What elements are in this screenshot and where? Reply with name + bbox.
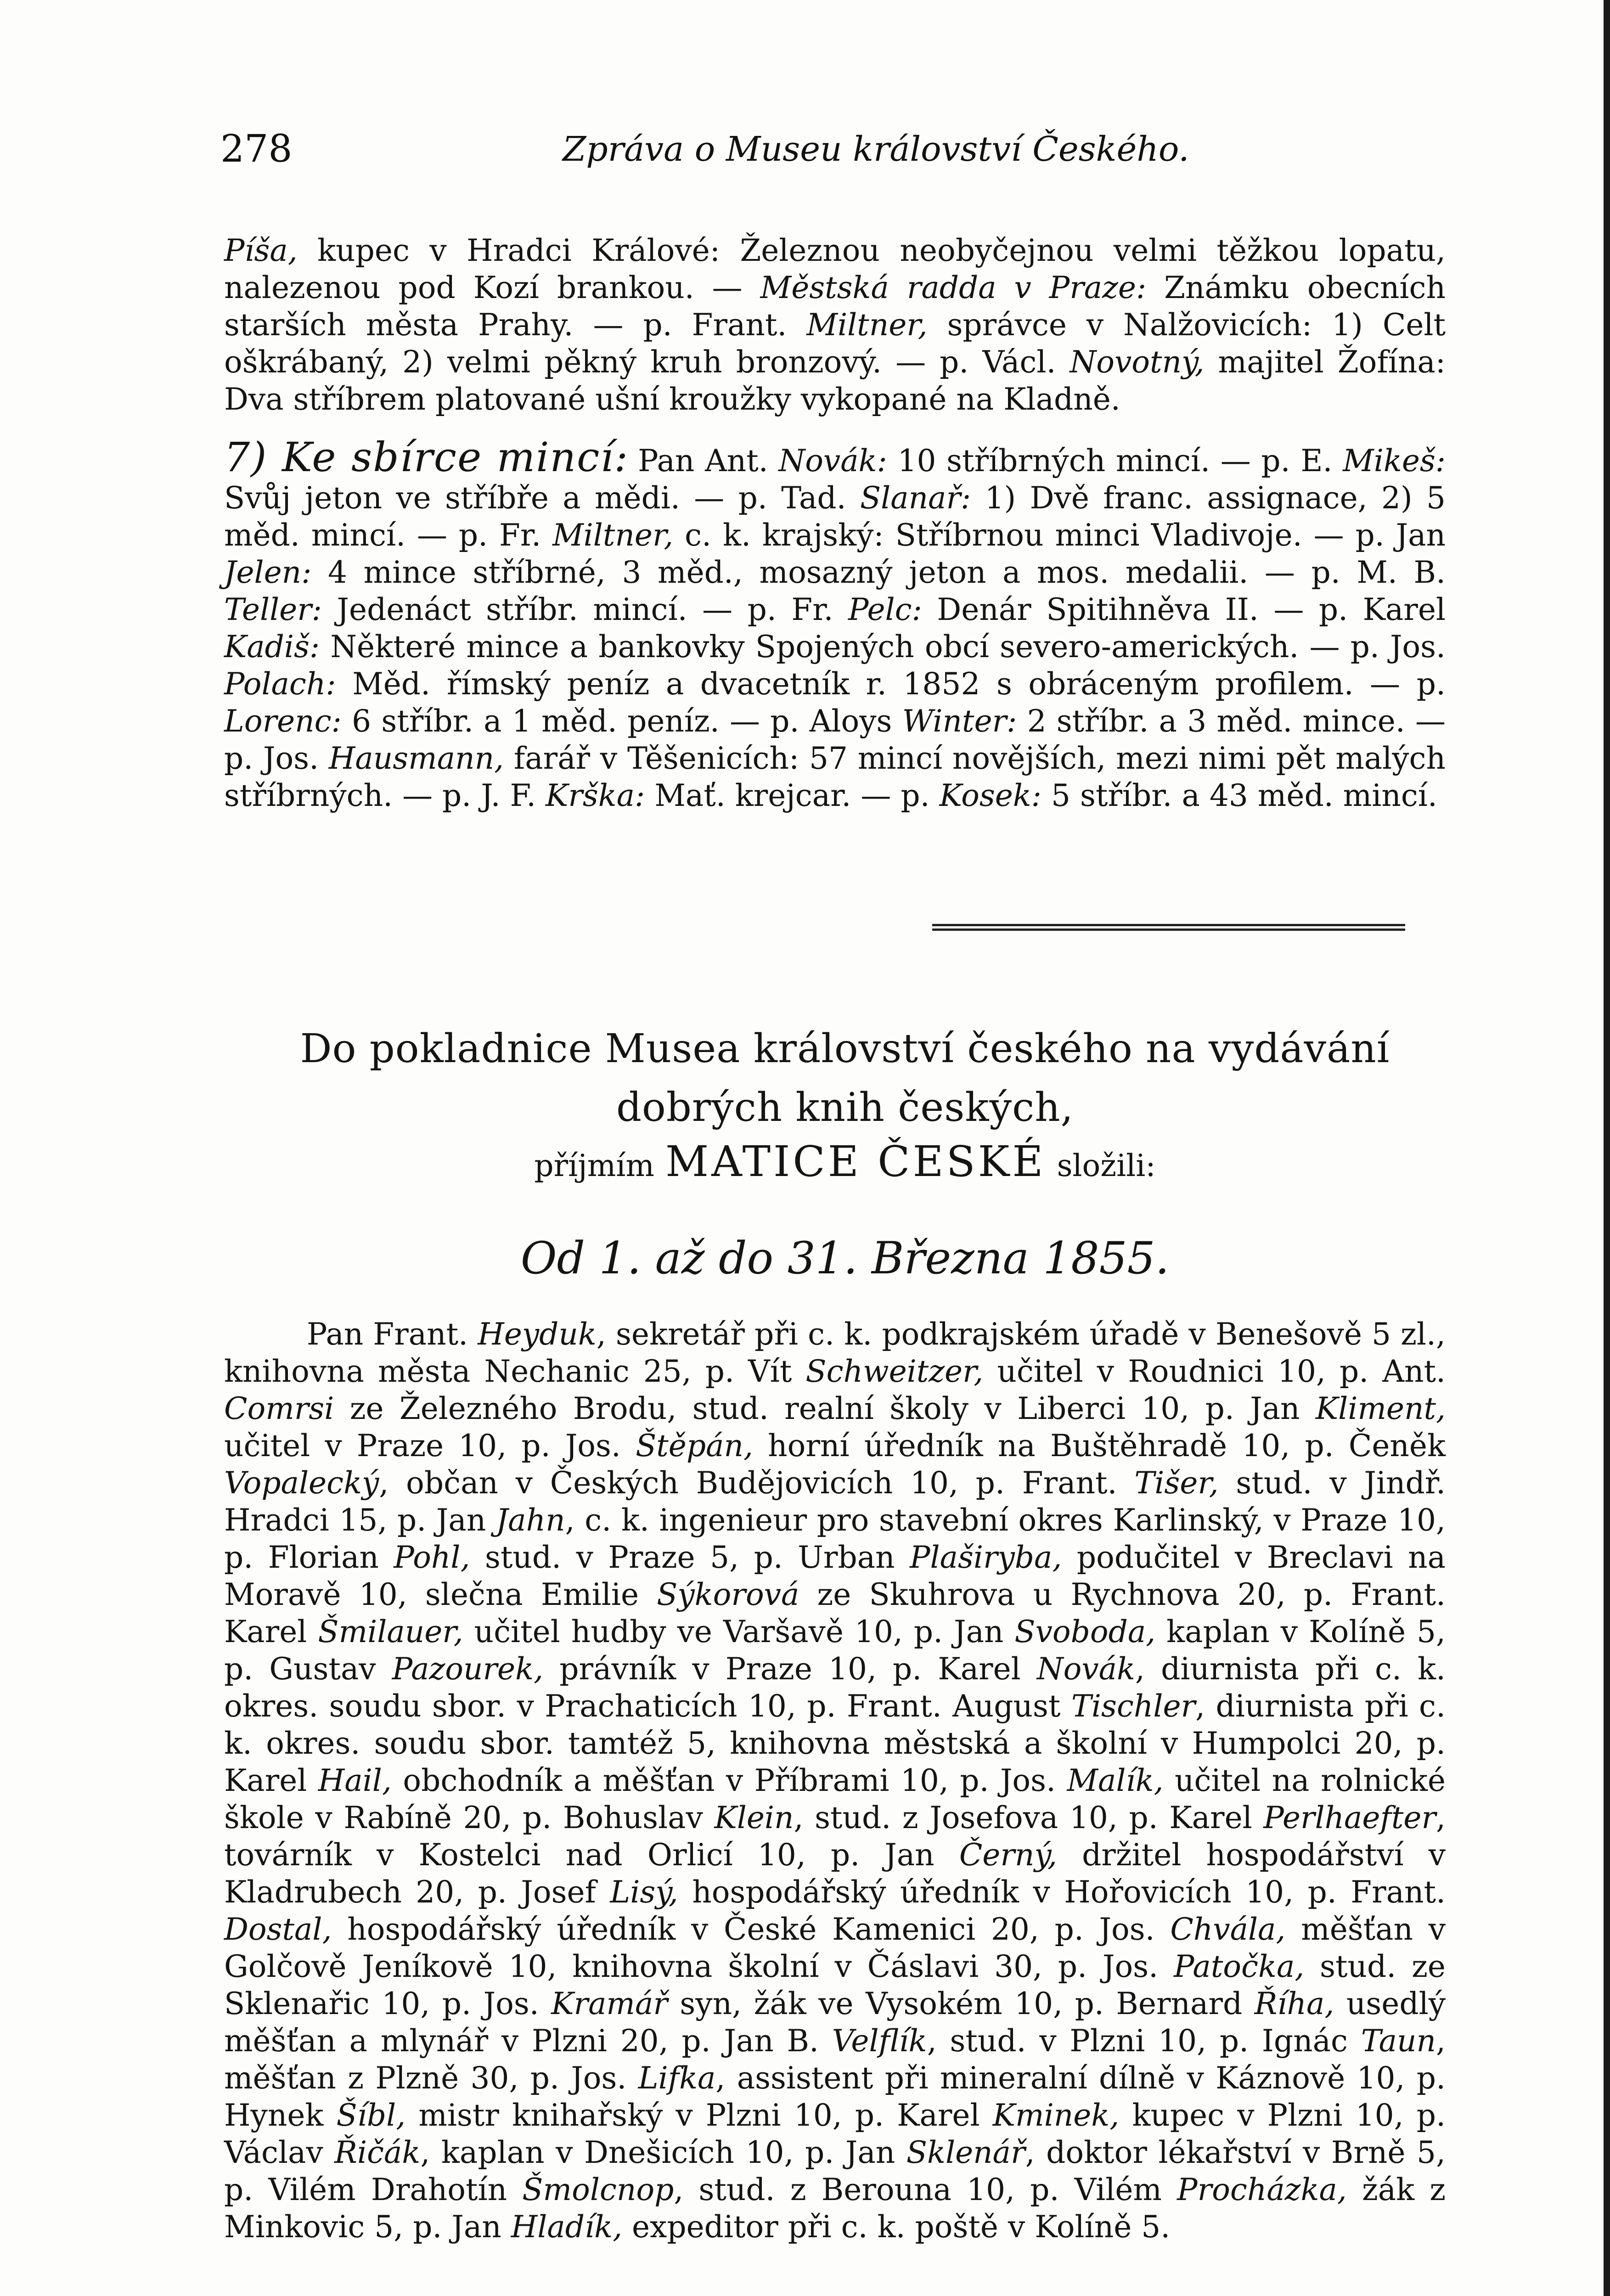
italic-name: Jahn	[495, 1503, 565, 1538]
text-run: kaplan v Kolíně 5, p. Gustav	[224, 1614, 1446, 1687]
italic-name: Pazourek,	[392, 1651, 544, 1687]
italic-name: Sýkorová	[657, 1577, 799, 1612]
italic-name: Velflík	[832, 2023, 927, 2059]
italic-name: Hausmann,	[328, 741, 504, 776]
italic-name: Novák	[1036, 1651, 1135, 1687]
italic-name: Teller:	[224, 592, 322, 627]
text-run: učitel na rolnické škole v Rabíně 20, p. Bohuslav	[224, 1763, 1446, 1835]
italic-name: Štěpán,	[636, 1428, 753, 1463]
italic-name: Pohl,	[394, 1540, 470, 1575]
contributors-paragraph	[224, 1316, 1446, 2245]
text-run: 5 stříbr. a 43 měd. mincí.	[1041, 778, 1437, 813]
text-run: farář v Těšenicích: 57 mincí novějších, mezi nimi pět malých stříbrných. — p. J. F.	[224, 741, 1446, 813]
italic-name: Krška:	[546, 778, 645, 813]
page-edge-shadow	[1604, 0, 1610, 2296]
italic-name: Svoboda,	[1014, 1614, 1156, 1649]
italic-name: Šmilauer,	[318, 1614, 463, 1649]
text-run: , diurnista při c. k. okres. soudu sbor. v Prachaticích 10, p. Frant. August	[224, 1651, 1446, 1724]
italic-name: Heyduk	[478, 1317, 597, 1352]
text-run: majitel Žofína: Dva stříbrem platované ušní kroužky vykopané na Kladně.	[224, 344, 1446, 417]
text-run: správce v Nalžovicích: 1) Celt oškrábaný, 2) velmi pěkný kruh bronzový. — p. Václ.	[224, 307, 1446, 380]
text-run: 10 stříbrných mincí. — p. E.	[887, 443, 1343, 478]
date-range: Od 1. až do 31. Března 1855.	[520, 1232, 1170, 1284]
italic-name: Lorenc:	[224, 703, 342, 739]
italic-name: Klein	[714, 1800, 794, 1835]
contributors-text	[224, 1316, 1446, 2245]
text-run: hospodářský úředník v Hořovicích 10, p. Frant.	[678, 1874, 1446, 1910]
text-run: Měd. římský peníz a dvacetník r. 1852 s obráceným profilem. — p.	[336, 666, 1446, 702]
italic-name: Perlhaefter	[1263, 1800, 1436, 1835]
text-run: , kaplan v Dnešicích 10, p. Jan	[420, 2135, 906, 2170]
text-run: Pan Frant.	[307, 1317, 478, 1352]
text-run: Denár Spitihněva II. — p. Karel	[922, 592, 1446, 627]
text-run: kupec v Plzni 10, p. Václav	[224, 2098, 1446, 2170]
donations-paragraph	[224, 232, 1446, 418]
italic-name: Kliment,	[1315, 1391, 1446, 1426]
text-run: 2 stříbr. a 3 měd. mince. — p. Jos.	[224, 703, 1446, 776]
text-run: kupec v Hradci Králové: Železnou neobyčejnou velmi těžkou lopatu, nalezenou pod Kozí brankou. —	[224, 233, 1446, 305]
text-run: žák z Minkovic 5, p. Jan	[224, 2172, 1446, 2245]
text-run: ze Skuhrova u Rychnova 20, p. Frant. Karel	[224, 1577, 1446, 1649]
italic-name: Hail,	[318, 1763, 392, 1798]
italic-name: Malík,	[1067, 1763, 1164, 1798]
italic-name: Jelen:	[224, 555, 312, 590]
coin-collection-section	[224, 433, 1446, 814]
text-run: stud. v Jindř. Hradci 15, p. Jan	[224, 1465, 1446, 1538]
text-run: , sekretář při c. k. podkrajském úřadě v Benešově 5 zl., knihovna města Nechanic 25, p. Vít	[224, 1317, 1446, 1389]
text-run: Jedenáct stříbr. mincí. — p. Fr.	[322, 592, 849, 627]
text-run: 6 stříbr. a 1 měd. peníz. — p. Aloys	[341, 703, 902, 739]
italic-name: Novák:	[778, 443, 887, 478]
text-run: usedlý měšťan a mlynář v Plzni 20, p. Jan B.	[224, 1986, 1446, 2059]
text-run: , stud. v Plzni 10, p. Ignác	[927, 2023, 1361, 2059]
rule-line	[932, 924, 1405, 926]
text-run: Mať. krejcar. — p.	[645, 778, 940, 813]
text-run: horní úředník na Buštěhradě 10, p. Čeněk	[753, 1428, 1446, 1463]
italic-name: Winter:	[902, 703, 1017, 739]
section-heading-coins: 7) Ke sbírce mincí:	[224, 433, 629, 481]
italic-name: Hladík,	[511, 2209, 623, 2245]
text-run: 4 mince stříbrné, 3 měd., mosazný jeton a mos. medalii. — p. M. B.	[311, 555, 1446, 590]
italic-name: Novotný,	[1070, 344, 1205, 380]
text-run: , stud. z Josefova 10, p. Karel	[794, 1800, 1264, 1835]
italic-name: Tišer,	[1134, 1465, 1219, 1501]
text-run: , továrník v Kostelci nad Orlicí 10, p. Jan	[224, 1800, 1446, 1873]
rule-line	[932, 929, 1405, 931]
page-number: 278	[220, 127, 293, 171]
text-run: , občan v Českých Budějovicích 10, p. Frant.	[379, 1465, 1135, 1501]
italic-name: Černý,	[959, 1837, 1057, 1873]
italic-name: Sklenář	[906, 2135, 1025, 2170]
text-run: , stud. z Berouna 10, p. Vilém	[674, 2172, 1177, 2207]
italic-name: Taun	[1361, 2023, 1436, 2059]
italic-name: Řičák	[334, 2135, 421, 2170]
page-header	[220, 124, 1368, 174]
italic-name: Kminek,	[992, 2098, 1120, 2133]
italic-name: Píša,	[224, 233, 298, 268]
italic-name: Kosek:	[939, 778, 1041, 813]
italic-name: Šíbl,	[336, 2098, 406, 2133]
text-run: , diurnista při c. k. okres. soudu sbor. tamtéž 5, knihovna městská a školní v Humpolci 20, p. Karel	[224, 1688, 1446, 1798]
text-run: obchodník a měšťan v Příbrami 10, p. Jos.	[391, 1763, 1067, 1798]
italic-name: Plaširyba,	[910, 1540, 1062, 1575]
italic-name: Polach:	[224, 666, 336, 702]
italic-name: Lifka	[638, 2060, 716, 2096]
text-run: , c. k. ingenieur pro stavební okres Karlinský, v Praze 10, p. Florian	[224, 1503, 1446, 1575]
text-run: syn, žák ve Vysokém 10, p. Bernard	[667, 1986, 1255, 2021]
running-title: Zpráva o Museu království Českého.	[563, 129, 1189, 169]
text-run: , assistent při mineralní dílně v Káznově 10, p. Hynek	[224, 2060, 1446, 2133]
matice-prefix: příjmím	[534, 1148, 654, 1183]
italic-name: Procházka,	[1177, 2172, 1347, 2207]
italic-name: Schweitzer,	[805, 1354, 984, 1389]
italic-name: Šmolcnop	[522, 2172, 674, 2207]
text-run: mistr knihařský v Plzni 10, p. Karel	[405, 2098, 993, 2133]
text-run: , doktor lékařství v Brně 5, p. Vilém Drahotín	[224, 2135, 1446, 2207]
double-rule-divider	[932, 924, 1405, 933]
matice-name: MATICE ČESKÉ	[665, 1137, 1046, 1186]
text-run: 1) Dvě franc. assignace, 2) 5 měd. mincí. — p. Fr.	[224, 480, 1446, 553]
text-run: hospodářský úředník v České Kamenici 20, p. Jos.	[332, 1912, 1171, 1947]
italic-name: Slanař:	[860, 480, 971, 516]
text-run: učitel v Roudnici 10, p. Ant.	[983, 1354, 1446, 1389]
text-run: Některé mince a bankovky Spojených obcí severo-amerických. — p. Jos.	[320, 629, 1446, 664]
italic-name: Vopalecký	[224, 1465, 379, 1501]
text-run: učitel hudby ve Varšavě 10, p. Jan	[463, 1614, 1015, 1649]
text-run: c. k. krajský: Stříbrnou minci Vladivoje. — p. Jan	[673, 518, 1446, 553]
italic-name: Mikeš:	[1343, 443, 1446, 478]
text-run: Svůj jeton ve stříbře a mědi. — p. Tad.	[224, 480, 860, 516]
italic-name: Tischler	[1071, 1688, 1196, 1724]
coin-collection-body	[224, 443, 1446, 813]
text-run: stud. v Praze 5, p. Urban	[470, 1540, 910, 1575]
matice-suffix: složili:	[1057, 1148, 1156, 1183]
italic-name: Patočka,	[1173, 1949, 1305, 1984]
italic-name: Dostal,	[224, 1912, 332, 1947]
text-run: Pan Ant.	[638, 443, 779, 478]
donations-text	[224, 232, 1446, 418]
italic-name: Chvála,	[1170, 1912, 1286, 1947]
italic-name: Miltner,	[552, 518, 674, 553]
italic-name: Kadiš:	[224, 629, 320, 664]
text-run: učitel v Praze 10, p. Jos.	[224, 1428, 636, 1463]
italic-name: Comrsi	[224, 1391, 334, 1426]
italic-name: Městská radda v Praze:	[760, 270, 1147, 305]
coin-collection-text	[224, 433, 1446, 814]
italic-name: Kramář	[551, 1986, 668, 2021]
text-run: měšťan v Golčově Jeníkově 10, knihovna školní v Čáslavi 30, p. Jos.	[224, 1912, 1446, 1984]
text-run: , měšťan z Plzně 30, p. Jos.	[224, 2023, 1446, 2096]
italic-name: Pelc:	[848, 592, 922, 627]
text-run: ze Železného Brodu, stud. realní školy v Liberci 10, p. Jan	[334, 1391, 1316, 1426]
italic-name: Miltner,	[806, 307, 928, 343]
matice-subheading	[220, 1137, 1469, 1191]
text-run: právník v Praze 10, p. Karel	[543, 1651, 1037, 1687]
text-run: expeditor při c. k. poště v Kolíně 5.	[622, 2209, 1171, 2245]
text-run: podučitel v Breclavi na Moravě 10, slečna Emilie	[224, 1540, 1446, 1612]
text-run: držitel hospodářství v Kladrubech 20, p. Josef	[224, 1837, 1446, 1910]
matice-heading: Do pokladnice Musea království českého na vydávání dobrých knih českých,	[300, 1026, 1390, 1131]
italic-name: Lisý,	[610, 1874, 678, 1910]
text-run: stud. ze Sklenařic 10, p. Jos.	[224, 1949, 1446, 2021]
italic-name: Říha,	[1254, 1986, 1334, 2021]
text-run: Známku obecních starších města Prahy. — p. Frant.	[224, 270, 1446, 343]
